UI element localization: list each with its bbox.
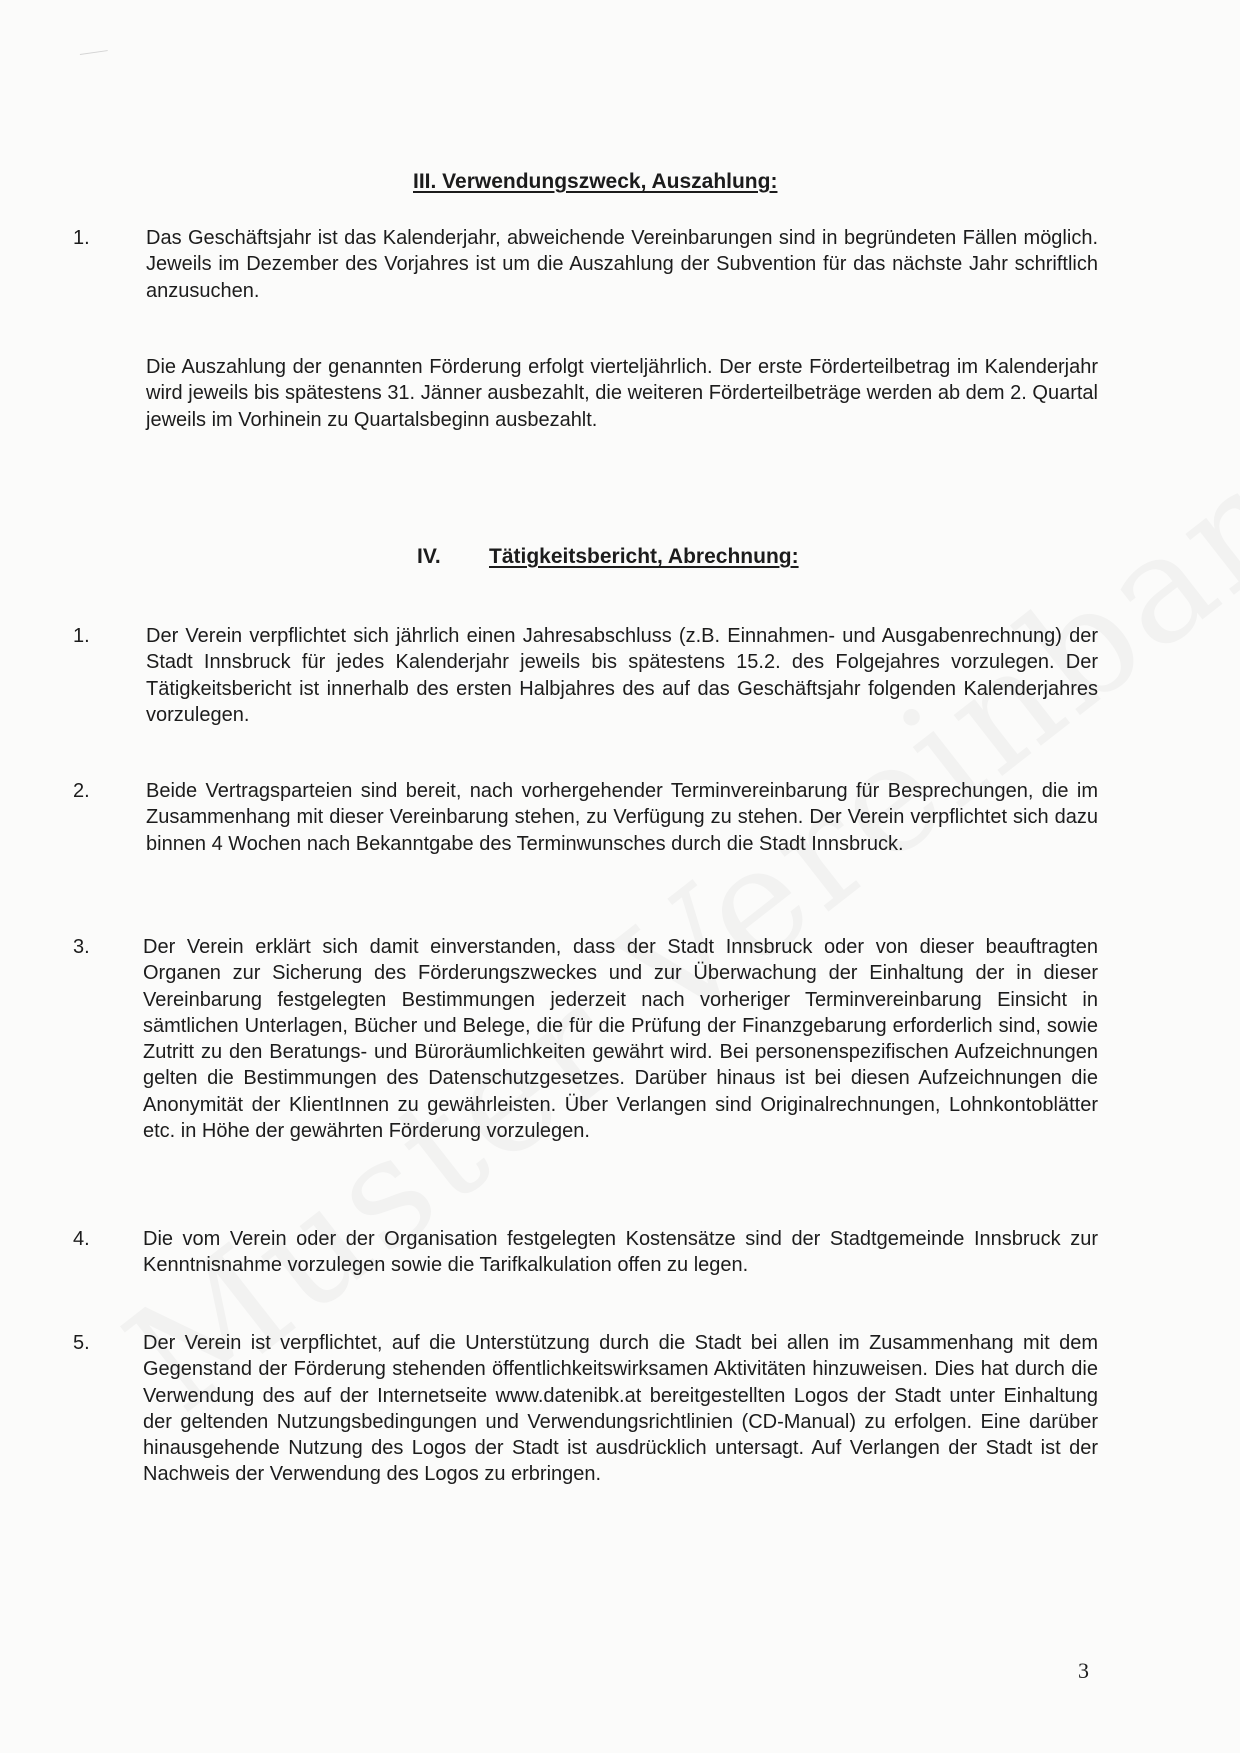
page-number: 3: [1078, 1658, 1089, 1683]
paragraph-inspection: Der Verein erklärt sich damit einverstanden, dass der Stadt Innsbruck oder von dieser beauftragten Organen zur Sicherung des Förderungszweckes und zur Überwachung der Einhaltung der in dieser Vereinbarung festgelegten Bestimmungen jederzeit nach vorheriger Terminvereinbarung Einsicht in sämtlichen Unterlagen, Bücher und Belege, die für die Prüfung der Finanzgebarung erforderlich sind, sowie Zutritt zu den Beratungs- und Büroräumlichkeiten gewährt wird. Bei personenspezifischen Aufzeichnungen gelten die Bestimmungen des Datenschutzgesetzes. Darüber hinaus ist bei diesen Aufzeichnungen die Anonymität der KlientInnen zu gewährleisten. Über Verlangen sind Originalrechnungen, Lohnkontoblätter etc. in Höhe der gewährten Förderung vorzulegen.: [143, 936, 1098, 1143]
item-number: 5.: [73, 1332, 90, 1354]
section-heading-roman: IV.: [417, 545, 441, 568]
paragraph-payment-request: Das Geschäftsjahr ist das Kalenderjahr, abweichende Vereinbarungen sind in begründeten Fällen möglich. Jeweils im Dezember des Vorjahres ist um die Auszahlung der Subvention für das nächste Jahr schriftlich anzusuchen.: [146, 227, 1098, 302]
paragraph-logo-usage: Der Verein ist verpflichtet, auf die Unterstützung durch die Stadt bei allen im Zusammenhang mit dem Gegenstand der Förderung stehenden öffentlichkeitswirksamen Aktivitäten hinzuweisen. Dies hat durch die Verwendung des auf der Internetseite www.datenibk.at bereitgestellten Logos der Stadt unter Einhaltung der geltenden Nutzungsbedingungen und Verwendungsrichtlinien (CD-Manual) zu erfolgen. Eine darüber hinausgehende Nutzung des Logos der Stadt ist ausdrücklich untersagt. Auf Verlangen der Stadt ist der Nachweis der Verwendung des Logos zu erbringen.: [143, 1332, 1098, 1486]
section-heading-iv: [417, 545, 799, 569]
section-heading-title: Tätigkeitsbericht, Abrechnung:: [489, 545, 799, 568]
item-number: 1.: [73, 227, 90, 249]
paragraph-payment-schedule: Die Auszahlung der genannten Förderung erfolgt vierteljährlich. Der erste Förderteilbetrag im Kalenderjahr wird jeweils bis spätestens 31. Jänner ausbezahlt, die weiteren Förderteilbeträge werden ab dem 2. Quartal jeweils im Vorhinein zu Quartalsbeginn ausbezahlt.: [146, 356, 1098, 431]
item-number: 4.: [73, 1228, 90, 1250]
section-heading-iii: III. Verwendungszweck, Auszahlung:: [413, 170, 778, 193]
item-number: 3.: [73, 936, 90, 958]
paragraph-meetings: Beide Vertragsparteien sind bereit, nach vorhergehender Terminvereinbarung für Besprechungen, die im Zusammenhang mit dieser Vereinbarung stehen, zu Verfügung zu stehen. Der Verein verpflichtet sich dazu binnen 4 Wochen nach Bekanntgabe des Terminwunsches durch die Stadt Innsbruck.: [146, 780, 1098, 855]
item-number: 1.: [73, 625, 90, 647]
item-number: 2.: [73, 780, 90, 802]
scan-artifact: [80, 50, 108, 58]
paragraph-annual-statement: Der Verein verpflichtet sich jährlich einen Jahresabschluss (z.B. Einnahmen- und Ausgabenrechnung) der Stadt Innsbruck für jedes Kalenderjahr jeweils bis spätestens 15.2. des Folgejahres vorzulegen. Der Tätigkeitsbericht ist innerhalb des ersten Halbjahres des auf das Geschäftsjahr folgenden Kalenderjahres vorzulegen.: [146, 625, 1098, 726]
paragraph-cost-rates: Die vom Verein oder der Organisation festgelegten Kostensätze sind der Stadtgemeinde Innsbruck zur Kenntnisnahme vorzulegen sowie die Tarifkalkulation offen zu legen.: [143, 1228, 1098, 1277]
